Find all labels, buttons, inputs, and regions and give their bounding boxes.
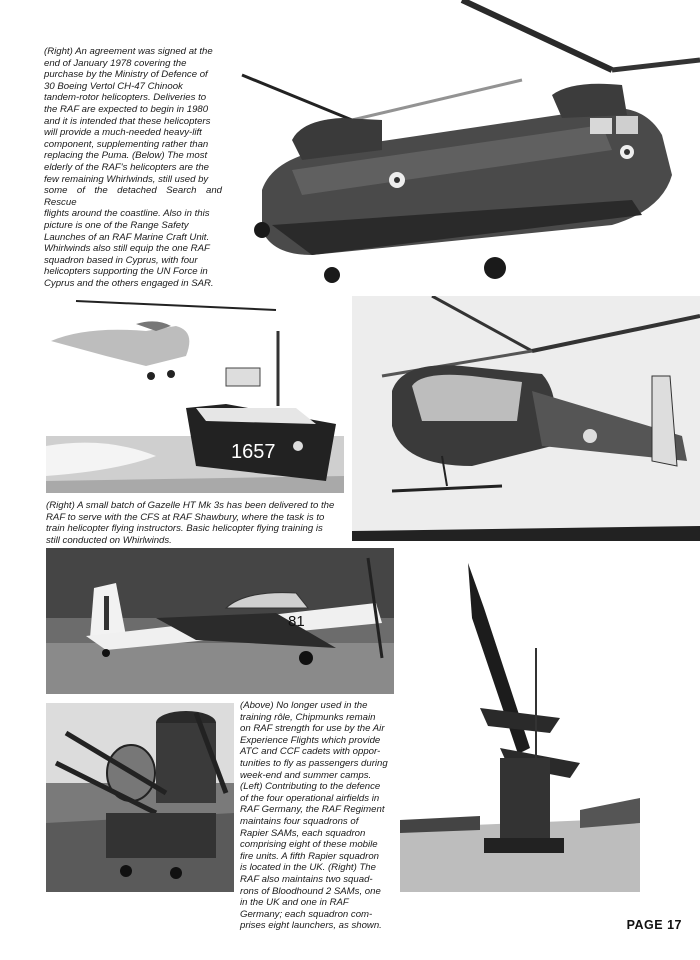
chipmunk-rapier-bloodhound-caption: (Above) No longer used in the training rôle, Chipmunks remain on RAF strength for use by the Air Experience Flights which provide ATC and CCF cadets with oppor- tunities to fly as passengers during week-end and summer camps. (Left) Contributing to the defence of the four operational airfields in RAF Germany, the RAF Regiment maintains four squadrons of Rapier SAMs, each squadron comprising eight of these mobile fire units. A fifth Rapier squadron is located in the UK. (Right) The RAF also maintains two squad- rons of Bloodhound 2 SAMs, one in the UK and one in RAF Germany; each squadron com- prises eight launchers, as shown. xyxy=(240,700,388,932)
page-number: PAGE 17 xyxy=(626,918,682,932)
whirlwind-launch-photo xyxy=(46,296,344,493)
bloodhound-photo xyxy=(400,548,640,892)
chipmunk-number: 81 xyxy=(288,613,305,630)
gazelle-photo xyxy=(352,296,700,541)
chipmunk-photo xyxy=(46,548,394,694)
chinook-photo xyxy=(232,0,700,295)
boat-number: 1657 xyxy=(231,441,276,463)
chinook-caption: (Right) An agreement was signed at the end of January 1978 covering the purchase by the Ministry of Defence of 30 Boeing Vertol CH-47 Chinook tandem-rotor helicopters. Deliveries to the RAF are expected to begin in 1980 and it is intended that these helicopters will provide a much-needed heavy-lift component, supplementing rather than replacing the Puma. (Below) The most elderly of the RAF's helicopters are the few remaining Whirlwinds, still used by some of the detached Search and Rescue flights around the coastline. Also in this picture is one of the Range Safety Launches of an RAF Marine Craft Unit. Whirlwinds also still equip the one RAF squadron based in Cyprus, with four helicopters supporting the UN Force in Cyprus and the others engaged in SAR. xyxy=(44,46,222,289)
rapier-photo xyxy=(46,703,234,892)
gazelle-caption: (Right) A small batch of Gazelle HT Mk 3s has been delivered to the RAF to serve with the CFS at RAF Shawbury, where the task is to train helicopter flying instructors. Basic helicopter flying training is still conducted on Whirlwinds. xyxy=(46,500,335,546)
